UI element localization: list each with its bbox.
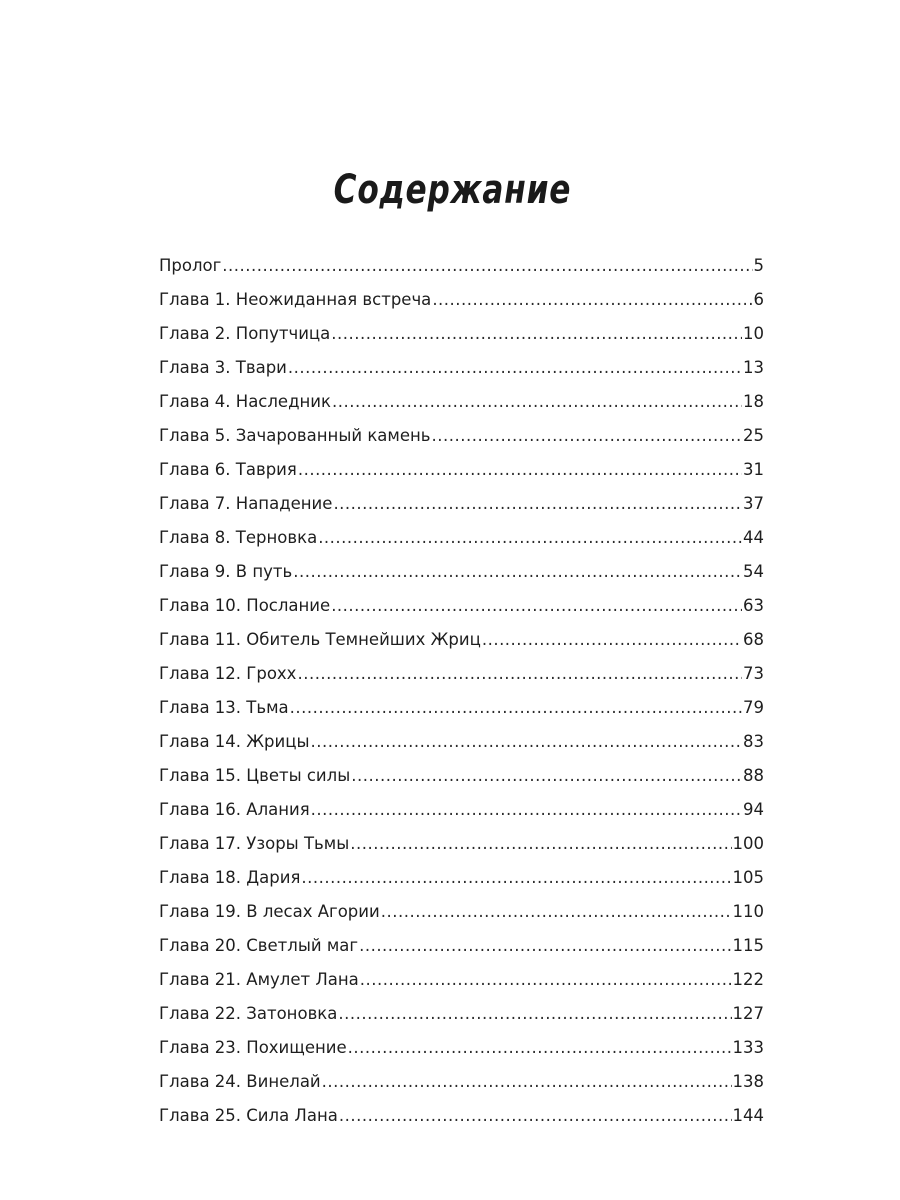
toc-entry <box>159 555 764 589</box>
toc-dot-leader <box>311 725 742 759</box>
toc-entry-title: Глава 14. Жрицы <box>159 732 310 751</box>
toc-entry-page-number: 68 <box>743 630 764 649</box>
toc-entry-page-number: 115 <box>732 936 764 955</box>
toc-entry-page-number: 63 <box>743 596 764 615</box>
toc-dot-leader <box>332 385 742 419</box>
toc-dot-leader <box>381 895 732 929</box>
toc-entry-title: Глава 11. Обитель Темнейших Жриц <box>159 630 481 649</box>
toc-entry-title: Глава 24. Винелай <box>159 1072 321 1091</box>
toc-entry <box>159 861 764 895</box>
toc-entry <box>159 487 764 521</box>
toc-entry-title: Глава 7. Нападение <box>159 494 333 513</box>
toc-entry-page-number: 100 <box>732 834 764 853</box>
toc-entry <box>159 895 764 929</box>
toc-dot-leader <box>298 453 742 487</box>
toc-entry <box>159 725 764 759</box>
toc-entry-title: Глава 23. Похищение <box>159 1038 347 1057</box>
toc-entry <box>159 249 764 283</box>
toc-entry-page-number: 94 <box>743 800 764 819</box>
toc-entry <box>159 1065 764 1099</box>
toc-dot-leader <box>297 657 742 691</box>
toc-dot-leader <box>482 623 742 657</box>
toc-entry <box>159 283 764 317</box>
toc-entry-page-number: 10 <box>743 324 764 343</box>
toc-dot-leader <box>348 1031 732 1065</box>
toc-dot-leader <box>288 351 742 385</box>
toc-entry <box>159 963 764 997</box>
toc-entry-page-number: 54 <box>743 562 764 581</box>
toc-entry-title: Глава 12. Грохх <box>159 664 297 683</box>
toc-entry-title: Глава 9. В путь <box>159 562 293 581</box>
toc-entry-page-number: 83 <box>743 732 764 751</box>
toc-entry <box>159 1099 764 1133</box>
toc-entry <box>159 453 764 487</box>
toc-entry-page-number: 127 <box>732 1004 764 1023</box>
toc-entry-page-number: 13 <box>743 358 764 377</box>
toc-entry-title: Глава 22. Затоновка <box>159 1004 338 1023</box>
toc-entry-title: Глава 4. Наследник <box>159 392 331 411</box>
toc-dot-leader <box>331 317 742 351</box>
toc-entry-title: Глава 18. Дария <box>159 868 301 887</box>
toc-dot-leader <box>331 589 742 623</box>
toc-dot-leader <box>351 759 742 793</box>
toc-entry-title: Глава 2. Попутчица <box>159 324 331 343</box>
toc-entry-page-number: 144 <box>732 1106 764 1125</box>
toc-entry-title: Глава 3. Твари <box>159 358 287 377</box>
toc-entry <box>159 997 764 1031</box>
toc-entry <box>159 385 764 419</box>
toc-entry <box>159 351 764 385</box>
toc-entry-page-number: 110 <box>732 902 764 921</box>
toc-entry-title: Глава 17. Узоры Тьмы <box>159 834 350 853</box>
toc-entry-page-number: 37 <box>743 494 764 513</box>
toc-entry-title: Глава 20. Светлый маг <box>159 936 359 955</box>
toc-entry-page-number: 88 <box>743 766 764 785</box>
toc-entry <box>159 521 764 555</box>
toc-dot-leader <box>339 1099 732 1133</box>
toc-entry-title: Глава 21. Амулет Лана <box>159 970 359 989</box>
toc-entry-page-number: 138 <box>732 1072 764 1091</box>
toc-entry-page-number: 31 <box>743 460 764 479</box>
toc-dot-leader <box>360 963 732 997</box>
toc-entry <box>159 827 764 861</box>
toc-entry <box>159 759 764 793</box>
toc-dot-leader <box>318 521 742 555</box>
toc-dot-leader <box>311 793 742 827</box>
toc-entry-title: Глава 25. Сила Лана <box>159 1106 338 1125</box>
toc-entry-title: Глава 13. Тьма <box>159 698 289 717</box>
toc-dot-leader <box>432 419 742 453</box>
toc-dot-leader <box>290 691 742 725</box>
toc-entry <box>159 691 764 725</box>
toc-entry-title: Глава 5. Зачарованный камень <box>159 426 431 445</box>
toc-entry <box>159 419 764 453</box>
table-of-contents <box>159 249 764 1133</box>
toc-dot-leader <box>350 827 731 861</box>
toc-entry-page-number: 6 <box>753 290 764 309</box>
toc-entry-page-number: 18 <box>743 392 764 411</box>
toc-entry-page-number: 5 <box>753 256 764 275</box>
toc-entry-title: Глава 19. В лесах Агории <box>159 902 380 921</box>
toc-dot-leader <box>301 861 731 895</box>
toc-dot-leader <box>322 1065 732 1099</box>
toc-entry <box>159 657 764 691</box>
toc-dot-leader <box>338 997 731 1031</box>
toc-entry-page-number: 133 <box>732 1038 764 1057</box>
toc-entry-page-number: 79 <box>743 698 764 717</box>
toc-entry-page-number: 122 <box>732 970 764 989</box>
toc-entry-page-number: 25 <box>743 426 764 445</box>
toc-entry <box>159 793 764 827</box>
toc-dot-leader <box>222 249 752 283</box>
toc-entry <box>159 589 764 623</box>
toc-entry-page-number: 73 <box>743 664 764 683</box>
toc-dot-leader <box>432 283 752 317</box>
toc-dot-leader <box>293 555 742 589</box>
toc-entry-page-number: 44 <box>743 528 764 547</box>
toc-dot-leader <box>359 929 731 963</box>
toc-entry-title: Глава 1. Неожиданная встреча <box>159 290 432 309</box>
toc-entry <box>159 623 764 657</box>
toc-entry-title: Пролог <box>159 256 222 275</box>
toc-dot-leader <box>333 487 742 521</box>
toc-entry <box>159 1031 764 1065</box>
toc-entry <box>159 317 764 351</box>
toc-entry <box>159 929 764 963</box>
toc-entry-title: Глава 16. Алания <box>159 800 310 819</box>
toc-entry-page-number: 105 <box>732 868 764 887</box>
toc-entry-title: Глава 8. Терновка <box>159 528 318 547</box>
toc-entry-title: Глава 10. Послание <box>159 596 331 615</box>
page-title: Содержание <box>333 166 572 213</box>
toc-entry-title: Глава 15. Цветы силы <box>159 766 351 785</box>
toc-entry-title: Глава 6. Таврия <box>159 460 297 479</box>
